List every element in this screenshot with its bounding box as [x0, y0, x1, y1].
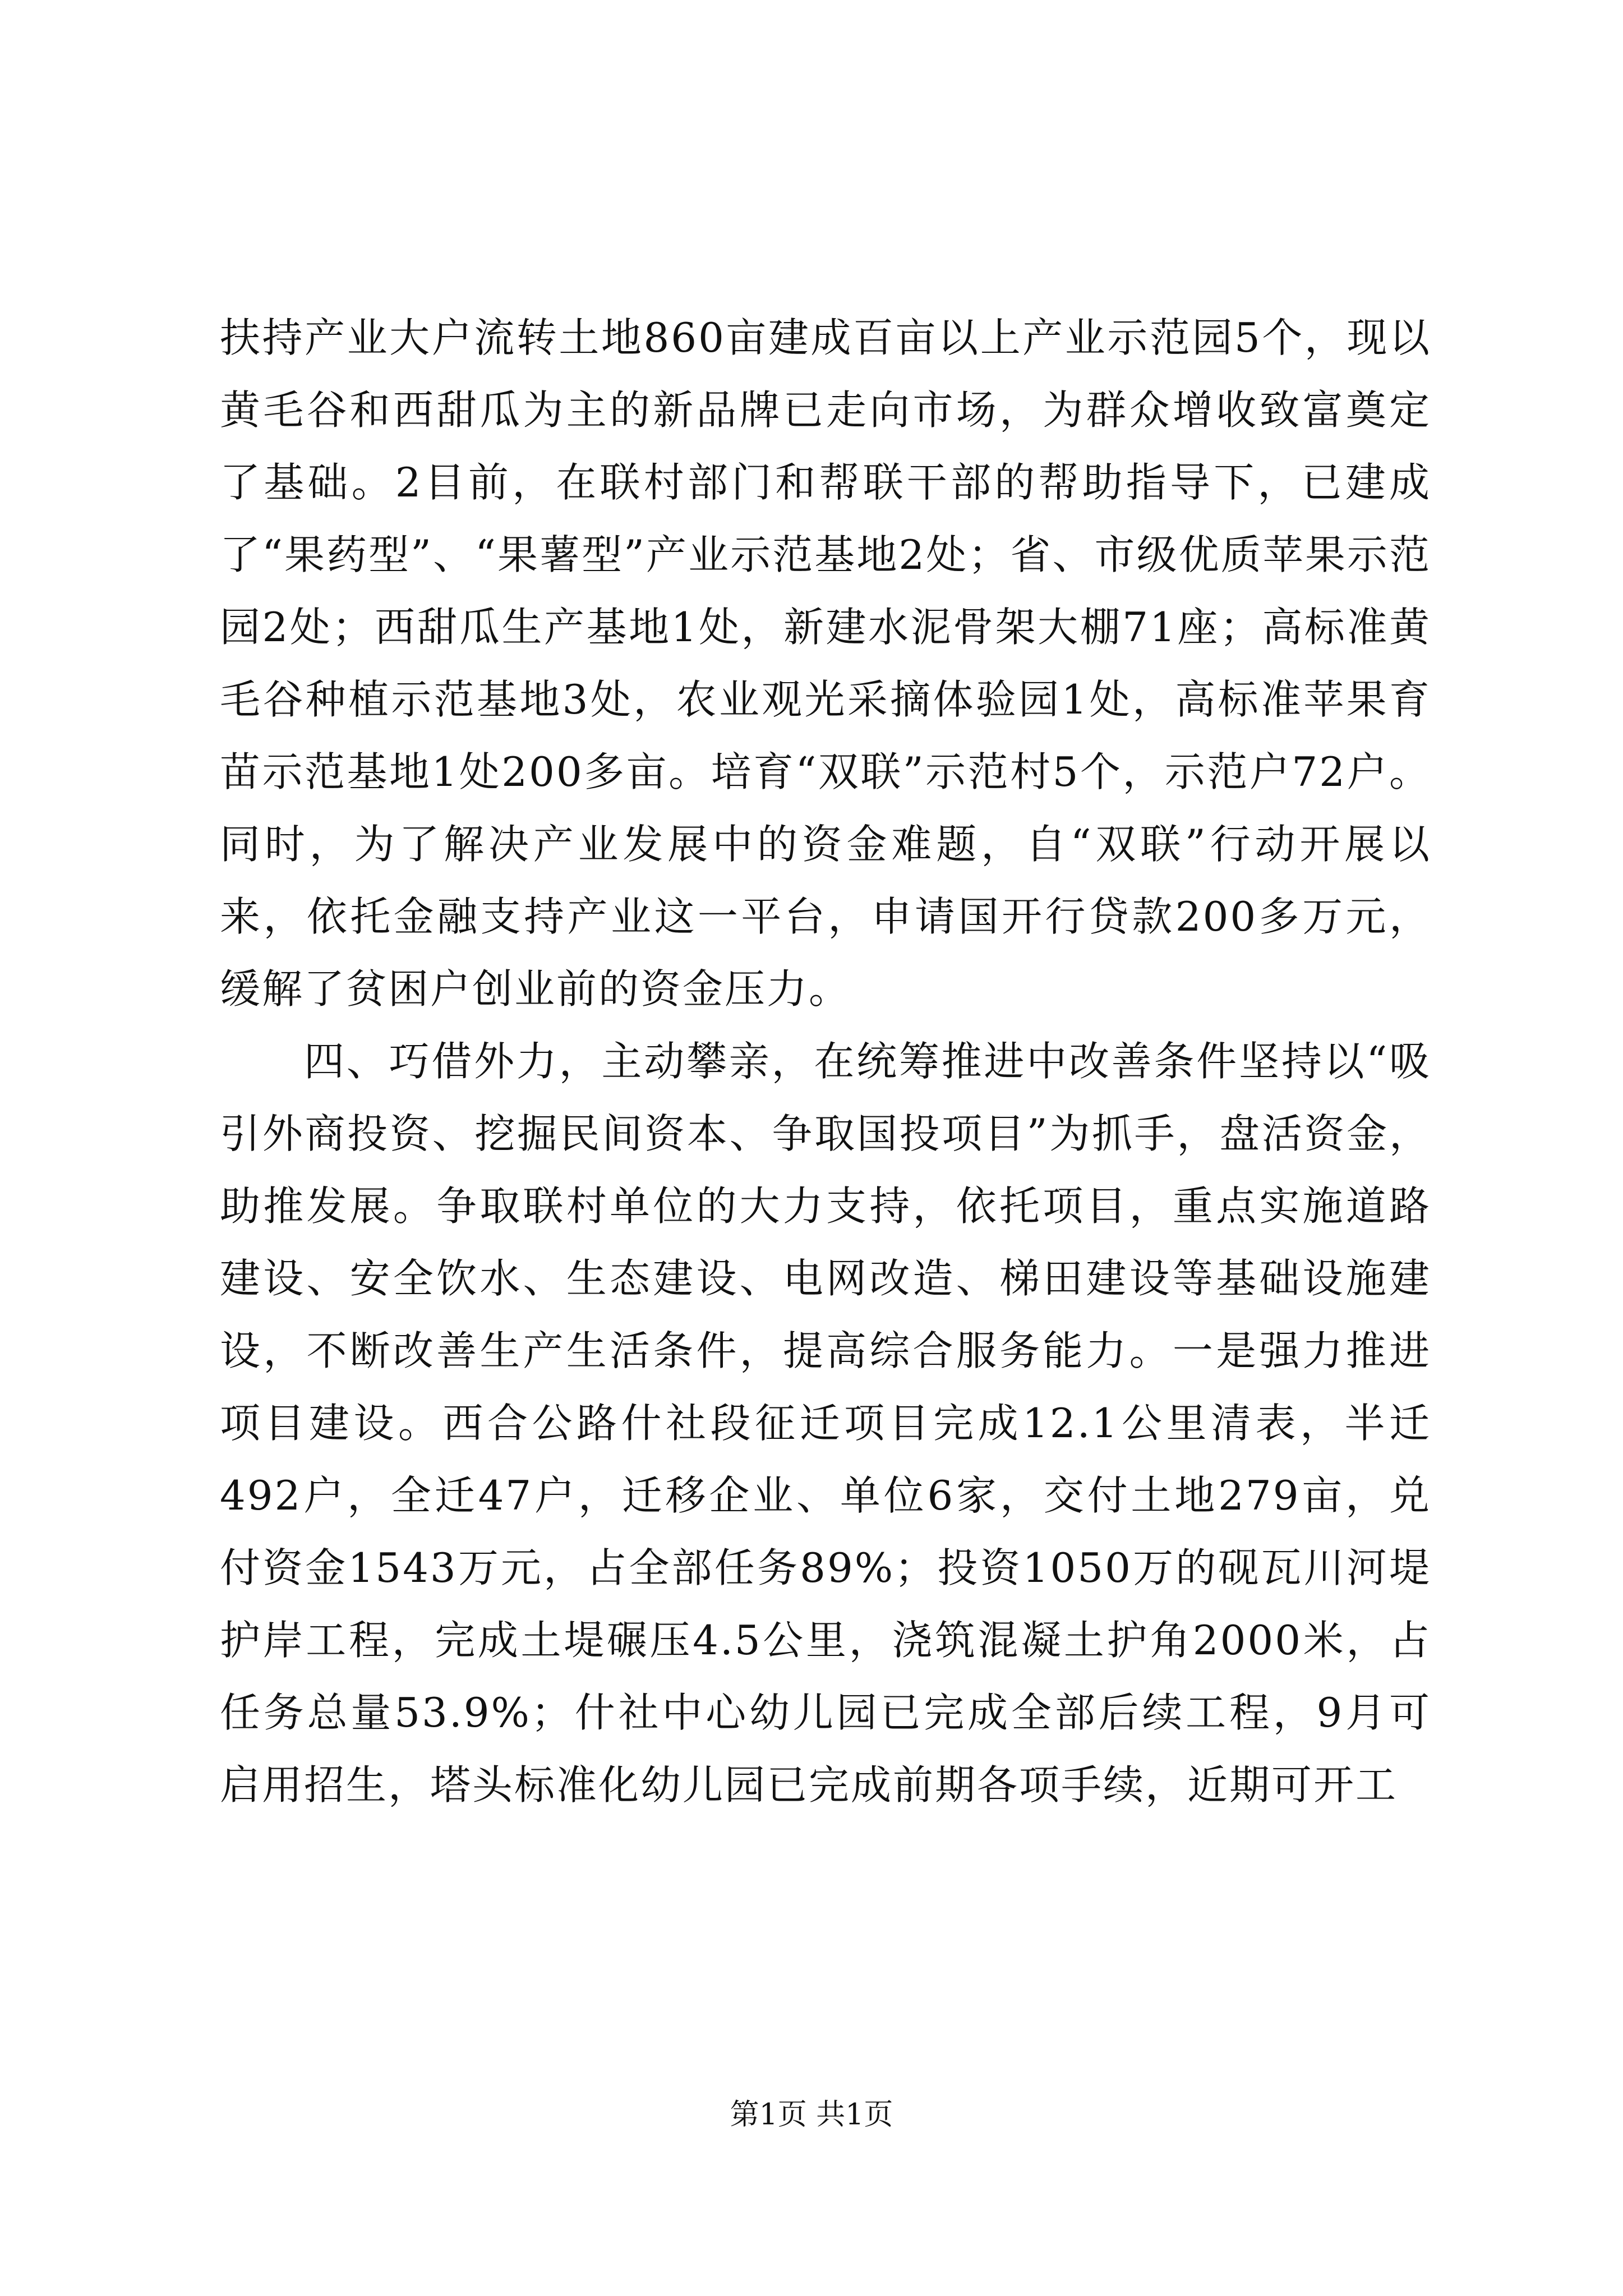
page-footer: [0, 2097, 1623, 2133]
paragraph-1: 扶持产业大户流转土地860亩建成百亩以上产业示范园5个，现以黄毛谷和西甜瓜为主的新品牌已走向市场，为群众增收致富奠定了基础。2目前，在联村部门和帮联干部的帮助指导下，已建成了“果药型”、“果薯型”产业示范基地2处；省、市级优质苹果示范园2处；西甜瓜生产基地1处，新建水泥骨架大棚71座；高标准黄毛谷种植示范基地3处，农业观光采摘体验园1处，高标准苹果育苗示范基地1处200多亩。培育“双联”示范村5个，示范户72户。同时，为了解决产业发展中的资金难题，自“双联”行动开展以来，依托金融支持产业这一平台，申请国开行贷款200多万元，缓解了贫困户创业前的资金压力。: [220, 314, 1431, 1013]
document-body: [220, 302, 1431, 1821]
paragraph-2: 四、巧借外力，主动攀亲，在统筹推进中改善条件坚持以“吸引外商投资、挖掘民间资本、争取国投项目”为抓手，盘活资金，助推发展。争取联村单位的大力支持，依托项目，重点实施道路建设、安全饮水、生态建设、电网改造、梯田建设等基础设施建设，不断改善生产生活条件，提高综合服务能力。一是强力推进项目建设。西合公路什社段征迁项目完成12.1公里清表，半迁492户，全迁47户，迁移企业、单位6家，交付土地279亩，兑付资金1543万元，占全部任务89%；投资1050万的砚瓦川河堤护岸工程，完成土堤碾压4.5公里，浇筑混凝土护角2000米，占任务总量53.9%；什社中心幼儿园已完成全部后续工程，9月可启用招生，塔头标准化幼儿园已完成前期各项手续，近期可开工: [220, 1038, 1431, 1809]
page-number-label: 第1页 共1页: [730, 2098, 893, 2132]
